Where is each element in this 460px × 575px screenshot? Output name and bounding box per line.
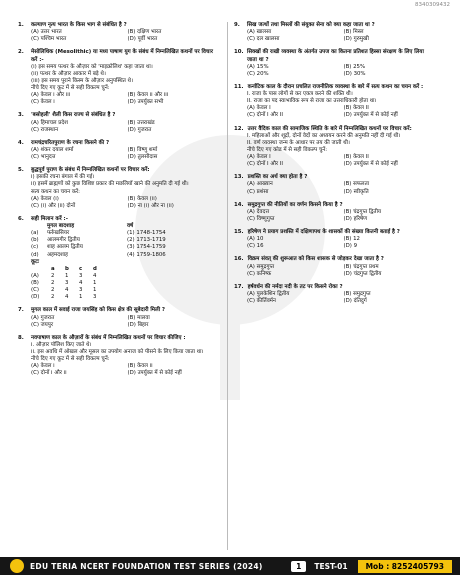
option: (B) केवल II [343, 154, 369, 160]
code-cell: (C) [31, 287, 39, 294]
question-text: नवपाषाण काल के औज़ारों के संबंध में निम्नलिखित कथनों पर विचार कीजिए : [31, 334, 186, 341]
option: (D) ना (i) और ना (ii) [127, 202, 174, 209]
question-number: 6. [18, 215, 24, 222]
table-cell: (b) [31, 237, 39, 244]
option: (D) बिहार [127, 321, 149, 328]
option: (D) गुरुमुखी [343, 36, 369, 43]
question-number: 4. [18, 139, 24, 146]
question-text: सही मिलान करें :- [31, 215, 68, 222]
statement: नीचे दिए गए कूट में से सही विकल्प चुनें: [31, 85, 110, 91]
option: (B) केवल (ii) [127, 195, 157, 202]
option: (B) केवल ii और iii [127, 92, 169, 99]
code-label: कूटः [31, 258, 39, 265]
question-block [234, 126, 434, 169]
series-title: EDU TERIA NCERT FOUNDATION TEST SERIES (2024) [30, 561, 263, 571]
question-text: कर्नाटिक काल के दौरान प्रचलित राजनीतिक व्यवस्था के बारे में सत्य कथन का चयन करें : [247, 83, 424, 90]
code-header [31, 266, 51, 273]
code-cell: 2 [51, 280, 55, 286]
option: (C) (i) और (ii) दोनों [31, 202, 76, 209]
question-block [18, 22, 218, 43]
question-block [18, 335, 218, 378]
option: (A) उत्तर भारत [31, 29, 62, 36]
options-grid [18, 363, 218, 377]
question-number: 1. [18, 22, 24, 28]
option: (B) 25% [343, 63, 366, 70]
table-cell: (c) [31, 244, 39, 251]
question-title [234, 256, 434, 263]
code-cell: 2 [51, 287, 55, 294]
table-cell: (4) 1759-1806 [127, 251, 166, 258]
option: (D) स्वीकृति [343, 188, 369, 195]
options-grid [18, 120, 218, 134]
option: (A) 10 [247, 236, 264, 243]
option: (A) केवल (i) [31, 195, 59, 202]
question-block [234, 284, 434, 305]
question-text: 'बसोहली' शैली किस राज्य से संबंधित है ? [31, 112, 116, 119]
option: (A) केवल I [247, 154, 271, 160]
option: (C) 16 [247, 243, 264, 250]
question-title [18, 49, 218, 63]
question-text: मुगल काल में सवाई राजा जयसिंह को किस क्षेत्र की सूबेदारी मिली ? [31, 307, 166, 314]
question-text: सिख जत्थों तथा मिस्लों की संयुक्त सेना को क्या कहा जाता था ? [247, 22, 375, 28]
statement: ii) इसमें ब्राह्मणों को कुछ विशिष्ट प्रकार की मछलियाँ खाने की अनुमति दी गई थी। [31, 181, 189, 188]
code-cell: 4 [93, 272, 97, 279]
question-title [234, 84, 434, 91]
statement: i. औज़ार पॉलिश किए जाते थे। [31, 341, 92, 348]
question-title [18, 22, 218, 29]
option: (D) दंतिदुर्ग [343, 298, 367, 304]
option: (A) गुजरात [31, 314, 55, 321]
code-cell: 2 [51, 294, 55, 301]
question-number: 12. [234, 125, 244, 132]
option: (A) समुद्रगुप्त [247, 263, 275, 270]
statement: I. महिलाओं और शूद्रों, दोनों वेदों का अध्ययन करने की अनुमति नहीं दी गई थी। [247, 132, 401, 139]
question-number: 14. [234, 201, 244, 208]
options-grid [18, 147, 218, 161]
option: (C) कीर्तिवर्मन [247, 298, 276, 304]
option: (B) उत्तराखंड [127, 119, 155, 126]
question-number: 15. [234, 229, 244, 235]
options-grid [234, 29, 434, 43]
statement: ii. इस अवधि में ओखल और मूसल का उपयोग अनाज को पीसने के लिए किया जाता था। [31, 349, 204, 355]
question-block [234, 174, 434, 195]
statement: नीचे दिए गए कूट में से सही विकल्प चुनें: [31, 356, 110, 363]
option: (A) केवल i [31, 363, 55, 370]
option: (B) विष्णु शर्मा [127, 146, 158, 153]
option: (C) कनिष्क [247, 270, 272, 277]
question-text: हर्षवर्धन की नर्मदा नदी के तट पर किसने रोका ? [247, 283, 343, 290]
question-title [234, 49, 434, 63]
question-title [18, 112, 218, 119]
code-header: d [93, 265, 97, 272]
statement: I. राजा के पास लोगों से कर एकत्र करने की शक्ति थी। [247, 91, 353, 97]
code-cell: 3 [93, 294, 97, 301]
option: (C) दोनों I और II [247, 112, 283, 119]
footer-bar [0, 557, 460, 575]
question-title [18, 307, 218, 314]
options-grid [18, 92, 218, 106]
question-title [234, 229, 434, 236]
question-number: 17. [234, 283, 244, 290]
question-text: हरिषेण ने प्रयाग प्रशस्ति में दक्षिणापथ के शासकों की संख्या कितनी बताई है ? [247, 229, 400, 235]
code-header: a [51, 265, 55, 272]
question-block [18, 140, 218, 161]
mobile-number: Mob : 8252405793 [358, 560, 452, 573]
question-title [18, 140, 218, 147]
question-block [234, 84, 434, 120]
page-number: 1 [291, 561, 306, 572]
option: (D) उपर्युक्त सभी [127, 99, 164, 106]
options-grid [234, 209, 434, 223]
option: (D) हरिषेण [343, 215, 368, 222]
option: (D) उपर्युक्त में से कोई नहीं [343, 112, 398, 119]
question-title [234, 202, 434, 209]
option: (D) 30% [343, 70, 366, 77]
question-text: विक्रम संवत् की शुरूआत को किस शासक से जोड़कर देखा जाता है ? [247, 256, 384, 263]
code-cell: 2 [51, 272, 55, 279]
question-text: कल्याण नृत्य भारत के किस भाग से संबंधित है ? [31, 22, 127, 28]
statement: नीचे दिए गए कोड में से सही विकल्प चुनें: [247, 146, 328, 153]
option: (D) चंद्रगुप्त द्वितीय [343, 270, 382, 277]
code-cell: 3 [65, 280, 69, 286]
question-text: सिक्खों की राखी व्यवस्था के अंतर्गत उपज का कितना प्रतिशत हिस्सा संरक्षण के लिए लिया जाता था ? [247, 49, 424, 63]
code-cell: 4 [65, 287, 69, 294]
question-block [18, 49, 218, 106]
right-column [234, 22, 434, 311]
table-cell: (a) [31, 230, 39, 237]
question-block [18, 167, 218, 210]
question-number: 2. [18, 49, 24, 56]
question-block [234, 229, 434, 250]
question-title [234, 284, 434, 291]
option: (A) शंकर दयाल शर्मा [31, 146, 74, 153]
question-text: रामचंद्रचरितपुराण के रचना किसने की ? [31, 139, 110, 146]
table-header: मुगल बादशाह [47, 223, 75, 229]
option: (C) केवल i [31, 99, 55, 106]
question-text: उत्तर वैदिक काल की सामाजिक स्थिति के बारे में निम्नलिखित कथनों पर विचार करें: [247, 125, 412, 132]
option: (B) चंद्रगुप्त द्वितीय [343, 208, 381, 215]
table-header [31, 223, 47, 230]
question-number: 11. [234, 83, 244, 90]
document-code: 8340309432 [415, 2, 450, 8]
test-label: TEST-01 [314, 561, 348, 571]
table-cell: (1) 1748-1754 [127, 230, 166, 237]
table-header: वर्ष [127, 223, 134, 229]
table-cell: (d) [31, 251, 39, 258]
option: (B) केवल ii [127, 363, 153, 370]
option: (A) हिमाचल प्रदेश [31, 119, 68, 126]
question-text: बुद्धपूर्व पुराण के संबंध में निम्नलिखित कथनों पर विचार करें: [31, 167, 150, 174]
table-cell: शाह आलम द्वितीय [47, 244, 83, 251]
statement: II. राजा का पद स्वाभाविक रूप से राजा का उत्तराधिकारी होता था। [247, 98, 377, 105]
code-cell: (D) [31, 294, 40, 301]
code-cell: 3 [79, 287, 83, 294]
table-cell: आलमगीर द्वितीय [47, 237, 80, 244]
option: (C) दोनों I और II [247, 161, 283, 168]
question-number: 13. [234, 174, 244, 181]
question-block [18, 216, 218, 302]
question-number: 9. [234, 22, 240, 28]
table-cell: फर्रुखसियर [47, 230, 70, 237]
statement: (iii) इस समय पुराने किस्म के औज़ार अनुपस्थित थे। [31, 77, 134, 84]
statement: II. वर्ण व्यवस्था जन्म के आधार पर तय की जाती थी। [247, 139, 350, 146]
statement: सत्य कथन का चयन करें: [31, 188, 81, 195]
match-table [18, 223, 218, 259]
option: (B) समुद्रगुप्त [343, 290, 371, 297]
options-grid [234, 64, 434, 78]
option: (C) विष्णुगुप्त [247, 215, 275, 222]
code-cell: (B) [31, 280, 39, 286]
options-grid [234, 181, 434, 195]
option: (B) चंद्रगुप्त प्रथम [343, 263, 379, 270]
options-grid [18, 196, 218, 210]
question-block [234, 22, 434, 43]
option: (A) 15% [247, 63, 269, 70]
option: (D) उपर्युक्त में से कोई नहीं [127, 370, 182, 377]
code-cell: 4 [79, 280, 83, 286]
question-block [18, 307, 218, 328]
question-text: मेसोलिथिक (Mesolithic) या मध्य पाषाण युग के संबंध में निम्नलिखित कथनों पर विचार करें :- [31, 49, 213, 63]
column-divider [227, 22, 228, 550]
code-cell: 1 [79, 294, 83, 301]
option: (C) दोनों i और ii [31, 370, 67, 377]
option: (A) देवदत्त [247, 208, 270, 215]
question-title [234, 174, 434, 181]
option: (A) आख्यान [247, 181, 273, 188]
question-number: 8. [18, 334, 24, 341]
options-grid [234, 291, 434, 305]
question-block [234, 256, 434, 277]
options-grid [18, 315, 218, 329]
code-cell: 4 [65, 294, 69, 301]
question-block [234, 202, 434, 223]
code-cell: 1 [65, 272, 69, 279]
option: (C) दल खालसा [247, 36, 280, 43]
question-title [18, 335, 218, 342]
options-grid [234, 264, 434, 278]
option: (B) केवल II [343, 105, 369, 112]
options-grid [234, 236, 434, 250]
option: (C) जयपुर [31, 321, 54, 328]
answer-code-table [18, 266, 218, 302]
question-number: 16. [234, 256, 244, 263]
code-header: b [65, 265, 69, 272]
option: (B) सफलता [343, 181, 370, 188]
option: (D) उपर्युक्त में से कोई नहीं [343, 161, 398, 168]
question-title [234, 22, 434, 29]
code-cell: 1 [93, 287, 97, 294]
table-cell: (2) 1713-1719 [127, 237, 166, 244]
option: (C) 20% [247, 70, 269, 77]
statement: i) इसकी रचना बंगाल में की गई। [31, 174, 95, 181]
table-cell: (3) 1754-1759 [127, 244, 166, 251]
question-number: 7. [18, 307, 24, 314]
option: (C) भानुदत्त [31, 154, 56, 160]
options-grid [234, 105, 434, 119]
option: (D) गुजरात [127, 126, 152, 133]
option: (C) राजस्थान [31, 126, 59, 133]
option: (B) मालवा [127, 314, 150, 321]
option: (A) केवल i और iii [31, 92, 71, 99]
question-text: प्रशस्ति का अर्थ क्या होता है ? [247, 174, 308, 181]
option: (D) 9 [343, 243, 358, 250]
options-grid [18, 29, 218, 43]
option: (D) तुलसीदास [127, 154, 158, 160]
question-block [18, 112, 218, 133]
question-number: 10. [234, 49, 244, 56]
option: (C) पश्चिम भारत [31, 36, 67, 43]
question-title [18, 216, 218, 223]
option: (B) दक्षिण भारत [127, 29, 162, 36]
question-number: 3. [18, 112, 24, 119]
code-cell: (A) [31, 272, 39, 279]
option: (A) पुलकेशिन द्वितीय [247, 290, 290, 297]
option: (A) खालसा [247, 29, 272, 36]
left-column [18, 22, 218, 384]
code-header: c [79, 265, 83, 272]
question-text: समुद्रगुप्त की नीतियों का वर्णन किसने किया है ? [247, 201, 343, 208]
option: (B) 12 [343, 236, 360, 243]
question-title [234, 126, 434, 133]
statement: (i) इस समय पत्थर के औज़ार को 'माइक्रोलिथ' कहा जाता था। [31, 63, 153, 70]
question-block [234, 49, 434, 78]
question-number: 5. [18, 167, 24, 174]
option: (D) पूर्वी भारत [127, 36, 158, 43]
table-cell: अहमदशाह [47, 251, 68, 258]
code-cell: 1 [93, 280, 97, 286]
option: (B) मिस्ल [343, 29, 364, 36]
code-cell: 3 [79, 272, 83, 279]
option: (A) केवल I [247, 105, 271, 112]
statement: (ii) पत्थर के औज़ार आकार में बड़े थे। [31, 70, 106, 77]
option: (C) प्रशंसा [247, 188, 269, 195]
options-grid [234, 154, 434, 168]
brand-logo-icon [10, 559, 24, 573]
